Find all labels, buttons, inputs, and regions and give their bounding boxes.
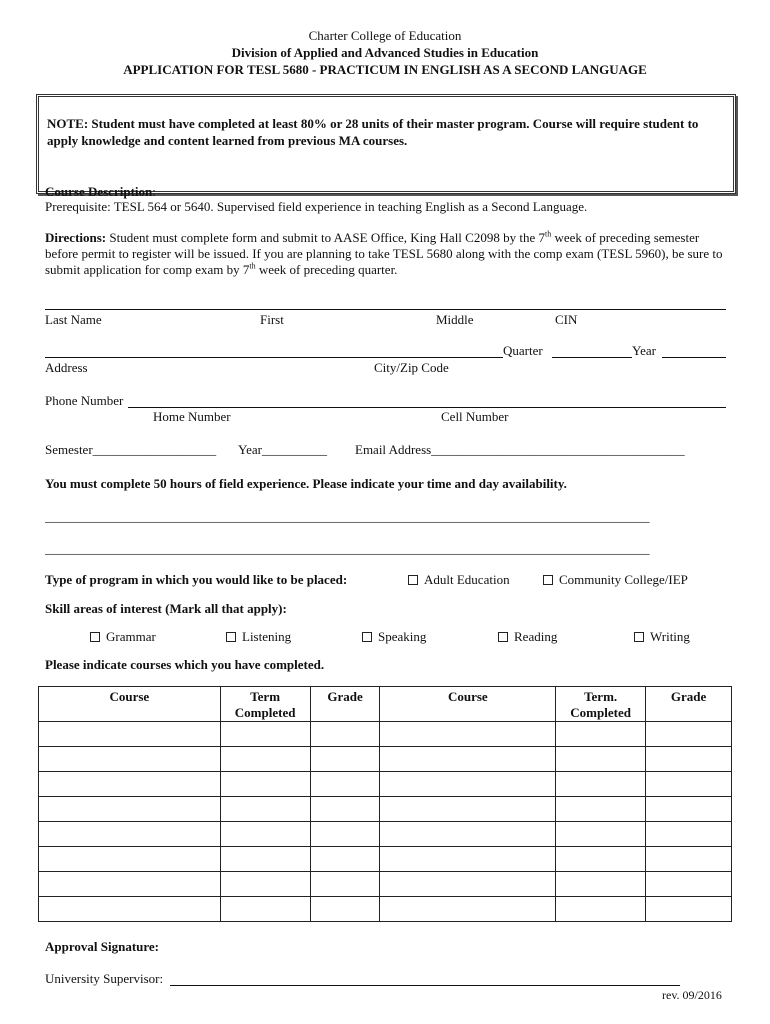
table-cell[interactable] xyxy=(646,822,732,847)
cell-number-label: Cell Number xyxy=(441,409,509,424)
table-cell[interactable] xyxy=(310,872,380,897)
table-cell[interactable] xyxy=(39,797,221,822)
header-term-2-text: Term. xyxy=(584,689,618,704)
note-box xyxy=(36,94,736,194)
skill-writing-option[interactable] xyxy=(634,629,690,645)
table-cell[interactable] xyxy=(556,872,646,897)
table-cell[interactable] xyxy=(380,722,556,747)
form-title: APPLICATION FOR TESL 5680 - PRACTICUM IN ENGLISH AS A SECOND LANGUAGE xyxy=(123,62,647,77)
availability-line-2[interactable]: _____________________________________________________________________________________________ xyxy=(45,541,650,556)
header-grade-2 xyxy=(646,687,732,722)
name-line[interactable] xyxy=(45,309,726,310)
table-cell[interactable] xyxy=(556,847,646,872)
grammar-label: Grammar xyxy=(106,629,156,644)
table-cell[interactable] xyxy=(646,722,732,747)
directions-label: Directions: xyxy=(45,230,107,245)
table-cell[interactable] xyxy=(556,822,646,847)
table-row xyxy=(39,822,732,847)
course-description xyxy=(45,184,156,200)
table-cell[interactable] xyxy=(39,722,221,747)
first-name-label: First xyxy=(260,312,284,327)
table-cell[interactable] xyxy=(39,897,221,922)
table-row xyxy=(39,797,732,822)
table-cell[interactable] xyxy=(646,747,732,772)
directions-paragraph xyxy=(45,230,725,278)
listening-checkbox[interactable] xyxy=(226,632,236,642)
courses-table-body xyxy=(39,722,732,922)
table-cell[interactable] xyxy=(380,897,556,922)
header-completed-1-text: Completed xyxy=(234,705,296,720)
table-cell[interactable] xyxy=(220,797,310,822)
semester-field[interactable]: Semester___________________ xyxy=(45,442,217,457)
quarter-label: Quarter xyxy=(503,343,543,358)
header-course-2-text: Course xyxy=(447,689,488,704)
directions-sup-b: th xyxy=(249,261,256,271)
header-grade-1 xyxy=(310,687,380,722)
table-cell[interactable] xyxy=(220,897,310,922)
table-row xyxy=(39,847,732,872)
table-cell[interactable] xyxy=(220,722,310,747)
quarter-field[interactable] xyxy=(552,357,632,358)
year-field[interactable] xyxy=(662,357,726,358)
revision-date: rev. 09/2016 xyxy=(662,988,722,1002)
table-row xyxy=(39,772,732,797)
year-label: Year xyxy=(632,343,656,358)
skill-speaking-option[interactable] xyxy=(362,629,426,645)
address-label: Address xyxy=(45,360,88,375)
adult-education-option[interactable] xyxy=(408,572,510,588)
table-cell[interactable] xyxy=(39,772,221,797)
college-name: Charter College of Education xyxy=(308,28,462,43)
table-cell[interactable] xyxy=(220,772,310,797)
table-cell[interactable] xyxy=(310,747,380,772)
writing-checkbox[interactable] xyxy=(634,632,644,642)
header-course-1-text: Course xyxy=(109,689,150,704)
reading-label: Reading xyxy=(514,629,558,644)
table-cell[interactable] xyxy=(380,822,556,847)
table-cell[interactable] xyxy=(310,897,380,922)
email-field[interactable]: Email Address_______________________________________ xyxy=(355,442,685,457)
table-cell[interactable] xyxy=(646,872,732,897)
availability-line-1[interactable]: _____________________________________________________________________________________________ xyxy=(45,509,650,524)
table-cell[interactable] xyxy=(556,747,646,772)
table-cell[interactable] xyxy=(556,772,646,797)
table-cell[interactable] xyxy=(220,747,310,772)
table-cell[interactable] xyxy=(39,747,221,772)
approval-signature-label: Approval Signature: xyxy=(45,939,160,954)
header-course-1 xyxy=(39,687,221,722)
table-cell[interactable] xyxy=(646,847,732,872)
table-cell[interactable] xyxy=(380,797,556,822)
home-number-label: Home Number xyxy=(153,409,231,424)
table-cell[interactable] xyxy=(310,822,380,847)
table-row xyxy=(39,747,732,772)
table-cell[interactable] xyxy=(310,772,380,797)
listening-label: Listening xyxy=(242,629,292,644)
cin-label: CIN xyxy=(555,312,578,327)
table-row xyxy=(39,872,732,897)
courses-header-row xyxy=(39,687,732,722)
community-college-checkbox[interactable] xyxy=(543,575,553,585)
speaking-label: Speaking xyxy=(378,629,427,644)
table-cell[interactable] xyxy=(556,897,646,922)
directions-text-b: week of preceding semester before permit to register will be issued. If you are planning to take TESL 5680 along with the comp exam (TESL 5960), be sure to submit application for comp exam by 7 xyxy=(45,230,723,277)
middle-name-label: Middle xyxy=(436,312,474,327)
reading-checkbox[interactable] xyxy=(498,632,508,642)
community-college-option[interactable] xyxy=(543,572,688,588)
last-name-label: Last Name xyxy=(45,312,102,327)
table-cell[interactable] xyxy=(646,772,732,797)
table-cell[interactable] xyxy=(310,847,380,872)
courses-completed-label: Please indicate courses which you have completed. xyxy=(45,657,325,672)
adult-education-checkbox[interactable] xyxy=(408,575,418,585)
note-text: NOTE: Student must have completed at least 80% or 28 units of their master program. Course will require student to apply knowledge and content learned from previous MA courses. xyxy=(47,116,699,148)
table-cell[interactable] xyxy=(380,747,556,772)
field-experience-text: You must complete 50 hours of field experience. Please indicate your time and day availability. xyxy=(45,476,567,491)
city-zip-label: City/Zip Code xyxy=(374,360,449,375)
skill-reading-option[interactable] xyxy=(498,629,557,645)
semester-year-field[interactable]: Year__________ xyxy=(238,442,327,457)
phone-number-field[interactable] xyxy=(128,407,726,408)
course-description-label: Course Description xyxy=(45,184,153,199)
table-cell[interactable] xyxy=(380,872,556,897)
header-term-1-text: Term xyxy=(250,689,281,704)
header-term-completed-1 xyxy=(220,687,310,722)
skill-listening-option[interactable] xyxy=(226,629,291,645)
table-cell[interactable] xyxy=(220,872,310,897)
phone-number-label: Phone Number xyxy=(45,393,124,408)
directions-text-a: Student must complete form and submit to AASE Office, King Hall C2098 by the 7 xyxy=(106,230,545,245)
header-course-2 xyxy=(380,687,556,722)
courses-table xyxy=(38,686,732,922)
table-cell[interactable] xyxy=(646,797,732,822)
header-grade-1-text: Grade xyxy=(327,689,363,704)
skill-areas-label: Skill areas of interest (Mark all that apply): xyxy=(45,601,287,616)
table-cell[interactable] xyxy=(39,872,221,897)
table-row xyxy=(39,722,732,747)
course-description-colon: : xyxy=(152,184,156,199)
directions-sup-a: th xyxy=(544,229,552,239)
table-cell[interactable] xyxy=(646,897,732,922)
table-cell[interactable] xyxy=(220,822,310,847)
speaking-checkbox[interactable] xyxy=(362,632,372,642)
supervisor-signature-field[interactable] xyxy=(170,985,680,986)
table-cell[interactable] xyxy=(39,847,221,872)
table-cell[interactable] xyxy=(310,797,380,822)
prerequisite-text: Prerequisite: TESL 564 or 5640. Supervised field experience in teaching English as a Second Language. xyxy=(45,199,588,214)
header-term-completed-2 xyxy=(556,687,646,722)
adult-education-label: Adult Education xyxy=(424,572,510,587)
table-row xyxy=(39,897,732,922)
table-cell[interactable] xyxy=(310,722,380,747)
division-name: Division of Applied and Advanced Studies in Education xyxy=(231,45,539,60)
directions-text-c: week of preceding quarter. xyxy=(255,262,398,277)
header-grade-2-text: Grade xyxy=(670,689,707,704)
table-cell[interactable] xyxy=(220,847,310,872)
table-cell[interactable] xyxy=(556,797,646,822)
writing-label: Writing xyxy=(650,629,690,644)
table-cell[interactable] xyxy=(380,772,556,797)
table-cell[interactable] xyxy=(556,722,646,747)
grammar-checkbox[interactable] xyxy=(90,632,100,642)
header-completed-2-text: Completed xyxy=(570,705,631,720)
address-line[interactable] xyxy=(45,357,503,358)
community-college-label: Community College/IEP xyxy=(559,572,688,587)
table-cell[interactable] xyxy=(380,847,556,872)
program-type-label: Type of program in which you would like to be placed: xyxy=(45,572,348,587)
skill-grammar-option[interactable] xyxy=(90,629,156,645)
university-supervisor-label: University Supervisor: xyxy=(45,971,164,986)
table-cell[interactable] xyxy=(39,822,221,847)
